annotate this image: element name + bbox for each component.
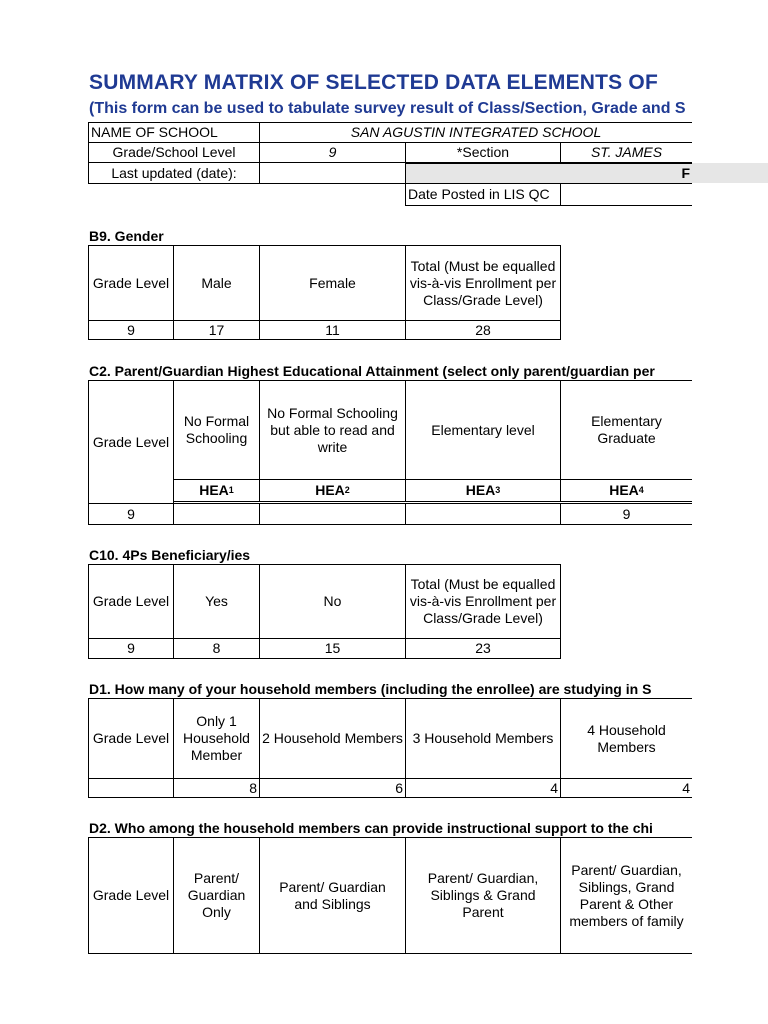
c2-header-elem-level: Elementary level xyxy=(405,380,561,480)
section-label: *Section xyxy=(405,142,561,163)
d2-header-parent-others: Parent/ Guardian, Siblings, Grand Parent & Other members of family xyxy=(560,837,692,954)
date-posted-value[interactable] xyxy=(560,183,692,206)
date-posted-label: Date Posted in LIS QC xyxy=(405,183,561,206)
d1-cell-3-members[interactable]: 4 xyxy=(405,778,561,798)
f-header: F xyxy=(405,162,692,184)
d1-header-grade: Grade Level xyxy=(88,698,174,779)
b9-header-female: Female xyxy=(259,245,406,321)
hea-sub: 3 xyxy=(495,485,501,495)
d2-header-parent-siblings-grand: Parent/ Guardian, Siblings & Grand Parent xyxy=(405,837,561,954)
c10-cell-grade[interactable]: 9 xyxy=(88,638,174,659)
b9-header-grade: Grade Level xyxy=(88,245,174,321)
c2-code-hea2 xyxy=(259,479,406,502)
last-updated-value[interactable] xyxy=(259,162,406,184)
section-c2-title: C2. Parent/Guardian Highest Educational Attainment (select only parent/guardian per xyxy=(89,363,655,379)
hea-sub: 4 xyxy=(638,485,644,495)
hea-base: HEA xyxy=(315,482,345,498)
b9-cell-female[interactable]: 11 xyxy=(259,320,406,340)
c10-header-yes: Yes xyxy=(173,564,260,639)
c2-header-no-formal: No Formal Schooling xyxy=(173,380,260,480)
c2-cell-grade[interactable]: 9 xyxy=(88,503,174,525)
d2-header-grade: Grade Level xyxy=(88,837,174,954)
c10-header-total: Total (Must be equalled vis-à-vis Enrollment per Class/Grade Level) xyxy=(405,564,561,639)
section-d1-title: D1. How many of your household members (including the enrollee) are studying in S xyxy=(89,681,652,697)
c2-code-hea3 xyxy=(405,479,561,502)
b9-header-total: Total (Must be equalled vis-à-vis Enrollment per Class/Grade Level) xyxy=(405,245,561,321)
b9-header-male: Male xyxy=(173,245,260,321)
c2-header-no-formal-read: No Formal Schooling but able to read and write xyxy=(259,380,406,480)
c10-header-no: No xyxy=(259,564,406,639)
c2-code-hea4 xyxy=(560,479,692,502)
d1-cell-grade[interactable] xyxy=(88,778,174,798)
section-c10-title: C10. 4Ps Beneficiary/ies xyxy=(89,547,251,563)
c2-cell-hea2[interactable] xyxy=(259,503,406,525)
c10-cell-no[interactable]: 15 xyxy=(259,638,406,659)
d1-cell-1-member[interactable]: 8 xyxy=(173,778,260,798)
grey-band xyxy=(692,163,768,183)
c10-cell-yes[interactable]: 8 xyxy=(173,638,260,659)
d2-header-parent-siblings: Parent/ Guardian and Siblings xyxy=(259,837,406,954)
d1-header-1-member: Only 1 Household Member xyxy=(173,698,260,779)
last-updated-label: Last updated (date): xyxy=(88,162,260,184)
d1-header-4-members: 4 Household Members xyxy=(560,698,692,779)
b9-cell-male[interactable]: 17 xyxy=(173,320,260,340)
b9-cell-total[interactable]: 28 xyxy=(405,320,561,340)
hea-base: HEA xyxy=(609,482,639,498)
c2-cell-hea4[interactable]: 9 xyxy=(560,503,692,525)
page-title: SUMMARY MATRIX OF SELECTED DATA ELEMENTS OF xyxy=(89,71,658,94)
hea-base: HEA xyxy=(465,482,496,498)
c2-header-grade: Grade Level xyxy=(88,380,174,504)
d1-cell-2-members[interactable]: 6 xyxy=(259,778,406,798)
section-value[interactable]: ST. JAMES xyxy=(560,142,692,163)
d2-header-parent-only: Parent/ Guardian Only xyxy=(173,837,260,954)
hea-base: HEA xyxy=(199,482,229,498)
d1-header-3-members: 3 Household Members xyxy=(405,698,561,779)
grade-level-label: Grade/School Level xyxy=(88,142,260,163)
hea-sub: 1 xyxy=(228,485,234,495)
c2-cell-hea1[interactable] xyxy=(173,503,260,525)
d1-cell-4-members[interactable]: 4 xyxy=(560,778,692,798)
d1-header-2-members: 2 Household Members xyxy=(259,698,406,779)
page-subtitle: (This form can be used to tabulate survey result of Class/Section, Grade and S xyxy=(89,100,686,117)
c2-header-elem-grad: Elementary Graduate xyxy=(560,380,692,480)
school-name-value[interactable]: SAN AGUSTIN INTEGRATED SCHOOL xyxy=(259,122,692,143)
b9-cell-grade[interactable]: 9 xyxy=(88,320,174,340)
c2-cell-hea3[interactable] xyxy=(405,503,561,525)
grade-level-value[interactable]: 9 xyxy=(259,142,406,163)
c10-header-grade: Grade Level xyxy=(88,564,174,639)
c10-cell-total[interactable]: 23 xyxy=(405,638,561,659)
school-name-label: NAME OF SCHOOL xyxy=(88,122,260,143)
section-d2-title: D2. Who among the household members can provide instructional support to the chi xyxy=(89,820,653,836)
section-b9-title: B9. Gender xyxy=(89,228,164,244)
hea-sub: 2 xyxy=(344,485,350,495)
c2-code-hea1 xyxy=(173,479,260,502)
